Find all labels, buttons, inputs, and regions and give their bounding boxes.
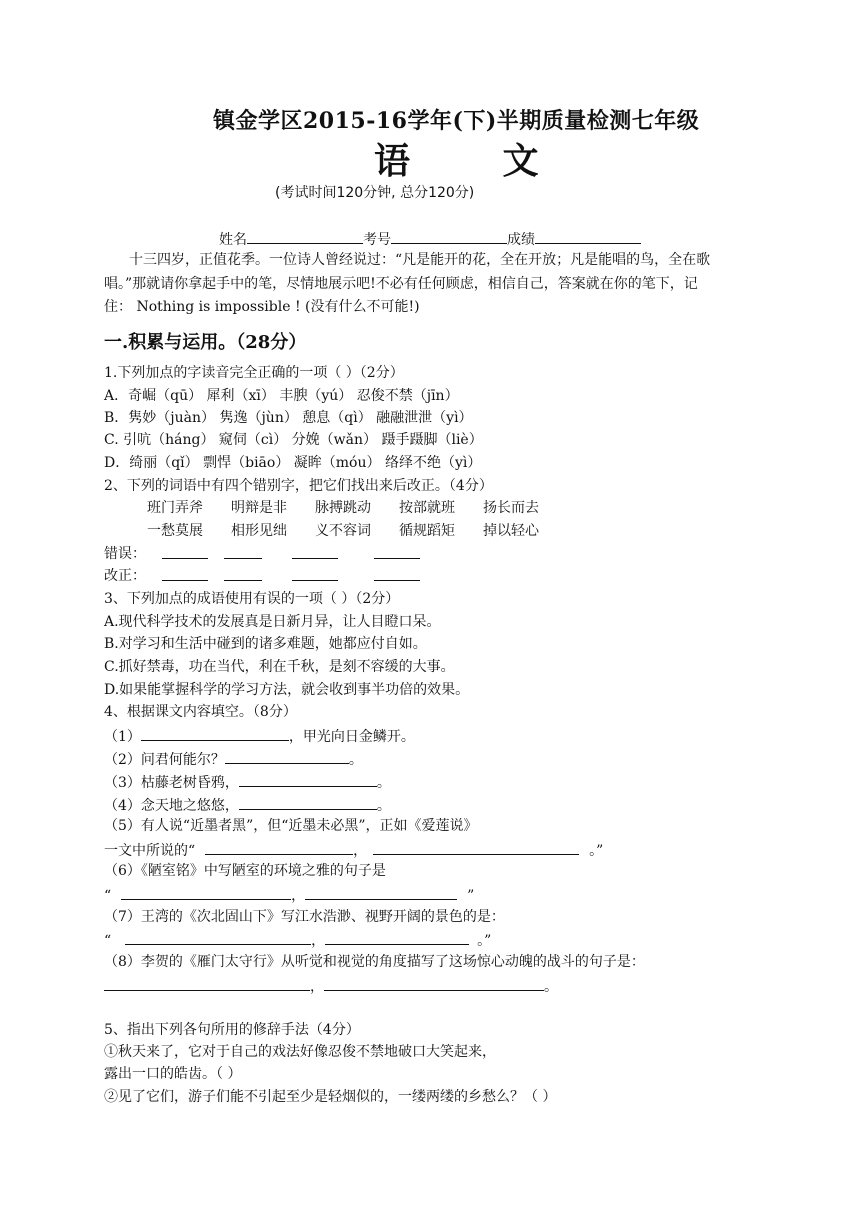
error-blank-1[interactable] <box>162 558 208 559</box>
q4-item-7-line-1: （7）王湾的《次北固山下》写江水浩渺、视野开阔的景色的是： <box>104 909 505 925</box>
q2-error-row <box>104 545 146 563</box>
q5-sentence-2: ②见了它们，游子们能不引起至少是轻烟似的，一缕两缕的乡愁么？（ ） <box>104 1089 557 1105</box>
intro-line-1: 十三四岁，正值花季。一位诗人曾经说过：“凡是能开的花，全在开放；凡是能唱的鸟，全在歌 <box>129 252 711 268</box>
name-label: 姓名 <box>219 232 247 248</box>
q4-blank-3[interactable] <box>239 772 377 787</box>
comma: ， <box>310 979 324 995</box>
q4-item-6-line-2 <box>104 885 474 905</box>
q3-option-a: A.现代科学技术的发展真是日新月异，让人目瞪口呆。 <box>104 614 441 630</box>
q4-blank-2[interactable] <box>225 749 349 764</box>
word: 按部就班 <box>399 500 455 516</box>
error-blank-4[interactable] <box>374 558 420 559</box>
error-blank-2[interactable] <box>224 558 262 559</box>
q4-item-1 <box>104 726 415 746</box>
intro-line-3: 住： Nothing is impossible ! (没有什么不可能!) <box>104 299 420 315</box>
q4-stem: 4、根据课文内容填空。（8分） <box>104 704 297 720</box>
item-text: （3）枯藤老树昏鸦， <box>104 775 239 791</box>
comma: ， <box>353 843 368 859</box>
q4-blank-8a[interactable] <box>104 976 310 991</box>
close-quote: ” <box>467 888 475 904</box>
number-blank[interactable] <box>391 229 507 244</box>
q1-option-a: A．奇崛（qū） 犀利（xī） 丰腴（yú） 忍俊不禁（jīn） <box>104 388 459 404</box>
q4-blank-6a[interactable] <box>121 885 291 900</box>
correct-label: 改正： <box>104 568 146 584</box>
end-mark: 。 <box>376 798 391 814</box>
score-blank[interactable] <box>535 229 641 244</box>
q4-blank-5a[interactable] <box>205 840 353 855</box>
word: 明辩是非 <box>231 500 287 516</box>
q4-item-7-line-2 <box>104 930 491 950</box>
exam-title: 镇金学区2015-16学年(下)半期质量检测七年级 <box>213 108 700 134</box>
q4-blank-5b[interactable] <box>373 840 579 855</box>
error-blank-3[interactable] <box>292 558 338 559</box>
item-text: ，甲光向日金鳞开。 <box>288 729 415 745</box>
item-text: （4）念天地之悠悠， <box>104 798 239 814</box>
q5-sentence-1-line-1: ①秋天来了，它对于自己的戏法好像忍俊不禁地破口大笑起来， <box>104 1044 496 1060</box>
correct-blank-4[interactable] <box>374 580 420 581</box>
word: 班门弄斧 <box>147 500 203 516</box>
q4-blank-7a[interactable] <box>125 930 311 945</box>
intro-line-2: 唱。”那就请你拿起手中的笔，尽情地展示吧!不必有任何顾虑，相信自己，答案就在你的笔下，记 <box>104 276 698 292</box>
comma: ， <box>291 888 306 904</box>
q3-option-c: C.抓好禁毒，功在当代，利在千秋，是刻不容缓的大事。 <box>104 659 455 675</box>
name-blank[interactable] <box>247 229 363 244</box>
q2-word-row-2 <box>147 522 539 540</box>
word: 掉以轻心 <box>483 523 539 539</box>
student-info-row <box>219 229 641 249</box>
q4-item-5-line-1: （5）有人说“近墨者黑”，但“近墨未必黑”，正如《爱莲说》 <box>104 818 478 834</box>
word: 扬长而去 <box>483 500 539 516</box>
end-mark: 。 <box>376 775 391 791</box>
word: 循规蹈矩 <box>399 523 455 539</box>
q4-item-4 <box>104 795 391 815</box>
item-text: （2）问君何能尔？ <box>104 752 225 768</box>
correct-blank-1[interactable] <box>162 580 208 581</box>
end-mark: 。” <box>589 843 604 859</box>
word: 义不容词 <box>315 523 371 539</box>
q1-option-b: B．隽妙（juàn） 隽逸（jùn） 憩息（qì） 融融泄泄（yì） <box>104 410 473 426</box>
word: 脉搏跳动 <box>315 500 371 516</box>
q4-item-8-line-1: （8）李贺的《雁门太守行》从听觉和视觉的角度描写了这场惊心动魄的战斗的句子是： <box>104 954 645 970</box>
end-mark: 。 <box>544 979 558 995</box>
word: 一愁莫展 <box>147 523 203 539</box>
end-mark: 。 <box>348 752 363 768</box>
q3-stem: 3、下列加点的成语使用有误的一项（ ）（2分） <box>104 591 400 607</box>
q3-option-d: D.如果能掌握科学的学习方法，就会收到事半功倍的效果。 <box>104 682 470 698</box>
section-1-title: 一.积累与运用。（28分） <box>104 332 307 353</box>
q4-blank-6b[interactable] <box>305 885 457 900</box>
correct-blank-2[interactable] <box>224 580 262 581</box>
q1-option-d: D．绮丽（qǐ） 剽悍（biāo） 凝眸（móu） 络绎不绝（yì） <box>104 455 482 471</box>
open-quote: “ <box>104 888 112 904</box>
q1-stem: 1.下列加点的字读音完全正确的一项（ ）（2分） <box>104 365 404 381</box>
q2-stem: 2、下列的词语中有四个错别字，把它们找出来后改正。（4分） <box>104 478 493 494</box>
comma: ， <box>311 933 326 949</box>
q4-item-5-line-2 <box>104 840 603 860</box>
end-mark: 。” <box>477 933 492 949</box>
q4-blank-7b[interactable] <box>325 930 469 945</box>
q4-blank-8b[interactable] <box>324 976 544 991</box>
q4-blank-1[interactable] <box>141 726 289 741</box>
q4-item-8-line-2 <box>104 976 558 996</box>
item-text: 一文中所说的“ <box>104 843 196 859</box>
score-label: 成绩 <box>507 232 535 248</box>
q4-item-3 <box>104 772 391 792</box>
word: 相形见绌 <box>231 523 287 539</box>
number-label: 考号 <box>363 232 391 248</box>
open-quote: “ <box>104 933 112 949</box>
q5-stem: 5、指出下列各句所用的修辞手法（4分） <box>104 1022 360 1038</box>
exam-info: (考试时间120分钟, 总分120分) <box>275 185 475 201</box>
correct-blank-3[interactable] <box>292 580 338 581</box>
q4-item-6-line-1: （6）《陋室铭》中写陋室的环境之雅的句子是 <box>104 863 386 879</box>
q5-sentence-1-line-2: 露出一口的皓齿。（ ） <box>104 1066 242 1082</box>
q1-option-c: C. 引吭（háng） 窥伺（cì） 分娩（wǎn） 蹑手蹑脚（liè） <box>104 432 483 448</box>
item-number: （1） <box>104 729 141 745</box>
error-label: 错误： <box>104 546 146 562</box>
q3-option-b: B.对学习和生活中碰到的诸多难题，她都应付自如。 <box>104 636 427 652</box>
q2-word-row-1 <box>147 499 539 517</box>
q2-correct-row <box>104 567 146 585</box>
q4-blank-4[interactable] <box>239 795 377 810</box>
q4-item-2 <box>104 749 363 769</box>
subject-title: 语 文 <box>374 140 579 182</box>
